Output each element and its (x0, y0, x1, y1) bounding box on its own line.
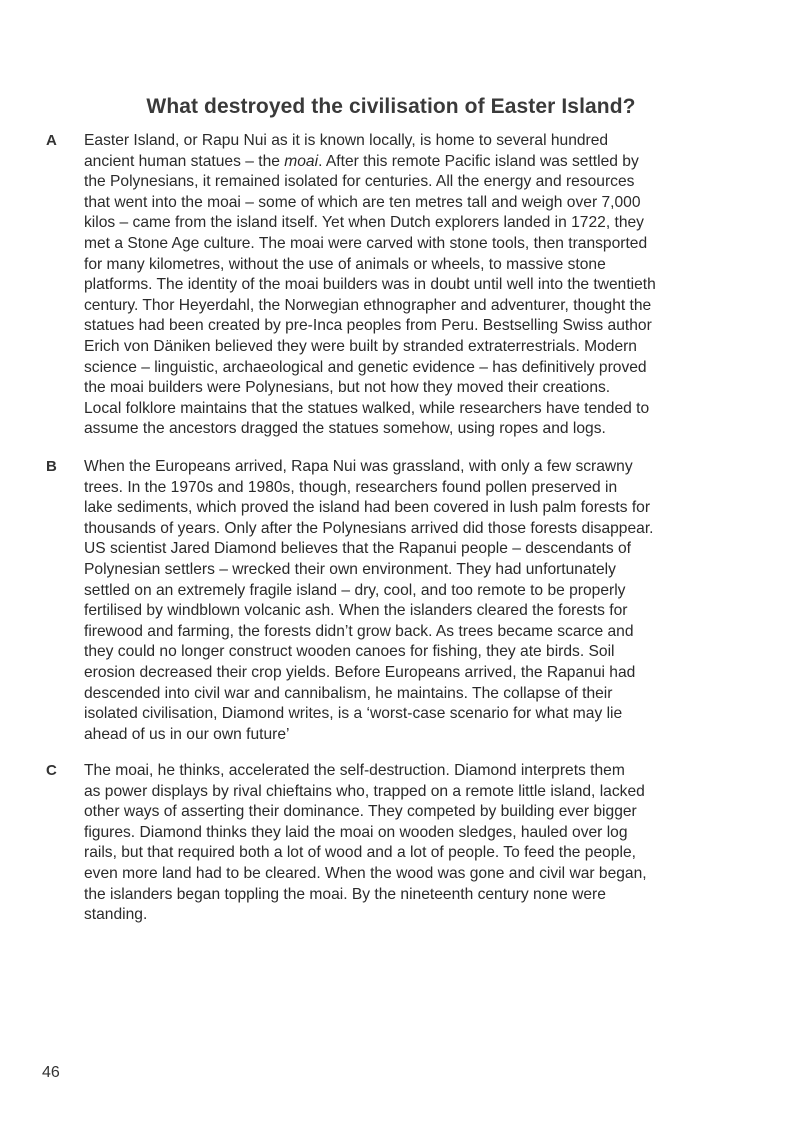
text-line: rails, but that required both a lot of wood and a lot of people. To feed the people, (84, 844, 636, 862)
section-b-text (84, 457, 784, 745)
text-fragment: . After this remote Pacific island was settled by (318, 152, 639, 170)
section-a-text (84, 131, 784, 440)
text-line: standing. (84, 906, 148, 924)
page-number: 46 (42, 1064, 60, 1081)
text-line: Easter Island, or Rapu Nui as it is known locally, is home to several hundred (84, 132, 609, 149)
text-line: The moai, he thinks, accelerated the self-destruction. Diamond interprets them (84, 762, 625, 779)
text-line: platforms. The identity of the moai builders was in doubt until well into the twentieth (84, 276, 656, 294)
text-line: the Polynesians, it remained isolated for centuries. All the energy and resources (84, 173, 635, 191)
text-fragment: ancient human statues – the (84, 152, 285, 170)
page-title: What destroyed the civilisation of Easter Island? (146, 95, 636, 118)
text-line: the moai builders were Polynesians, but not how they moved their creations. (84, 379, 611, 397)
text-line: as power displays by rival chieftains who, trapped on a remote little island, lacked (84, 782, 645, 800)
text-line: descended into civil war and cannibalism, he maintains. The collapse of their (84, 684, 613, 702)
text-line-with-italic (84, 152, 784, 173)
text-line: isolated civilisation, Diamond writes, is a ‘worst-case scenario for what may lie (84, 705, 623, 723)
text-line: Erich von Däniken believed they were built by stranded extraterrestrials. Modern (84, 337, 637, 355)
text-line: even more land had to be cleared. When the wood was gone and civil war began, (84, 864, 647, 882)
text-line: lake sediments, which proved the island had been covered in lush palm forests for (84, 499, 651, 517)
text-line: century. Thor Heyerdahl, the Norwegian ethnographer and adventurer, thought the (84, 296, 652, 314)
text-line: When the Europeans arrived, Rapa Nui was grassland, with only a few scrawny (84, 458, 633, 475)
text-line: US scientist Jared Diamond believes that the Rapanui people – descendants of (84, 540, 631, 558)
section-letter: B (46, 458, 57, 475)
text-line: kilos – came from the island itself. Yet when Dutch explorers landed in 1722, they (84, 214, 644, 232)
text-line: for many kilometres, without the use of animals or wheels, to massive stone (84, 255, 606, 273)
section-letter: C (46, 762, 57, 779)
text-line: science – linguistic, archaeological and genetic evidence – has definitively proved (84, 358, 647, 376)
italic-term: moai (284, 152, 319, 170)
text-line: settled on an extremely fragile island – dry, cool, and too remote to be properly (84, 581, 626, 599)
text-line: fertilised by windblown volcanic ash. When the islanders cleared the forests for (84, 602, 628, 620)
section-letter: A (46, 132, 57, 149)
text-line: met a Stone Age culture. The moai were carved with stone tools, then transported (84, 234, 648, 252)
text-line: statues had been created by pre-Inca peoples from Peru. Bestselling Swiss author (84, 317, 652, 335)
text-line: that went into the moai – some of which are ten metres tall and weigh over 7,000 (84, 193, 641, 211)
text-line: trees. In the 1970s and 1980s, though, researchers found pollen preserved in (84, 478, 618, 496)
text-line: figures. Diamond thinks they laid the moai on wooden sledges, hauled over log (84, 823, 628, 841)
section-c-text (84, 761, 784, 926)
text-line: the islanders began toppling the moai. By the nineteenth century none were (84, 885, 606, 903)
text-line: other ways of asserting their dominance. They competed by building ever bigger (84, 803, 637, 821)
text-line: assume the ancestors dragged the statues somehow, using ropes and logs. (84, 420, 606, 438)
text-line: erosion decreased their crop yields. Before Europeans arrived, the Rapanui had (84, 663, 636, 681)
text-line: Polynesian settlers – wrecked their own environment. They had unfortunately (84, 560, 616, 578)
text-line: ahead of us in our own future’ (84, 725, 290, 743)
text-line: they could no longer construct wooden canoes for fishing, they ate birds. Soil (84, 643, 615, 661)
text-line: Local folklore maintains that the statues walked, while researchers have tended to (84, 399, 650, 417)
text-line: thousands of years. Only after the Polynesians arrived did those forests disappear. (84, 519, 654, 537)
text-line: firewood and farming, the forests didn’t grow back. As trees became scarce and (84, 622, 634, 640)
